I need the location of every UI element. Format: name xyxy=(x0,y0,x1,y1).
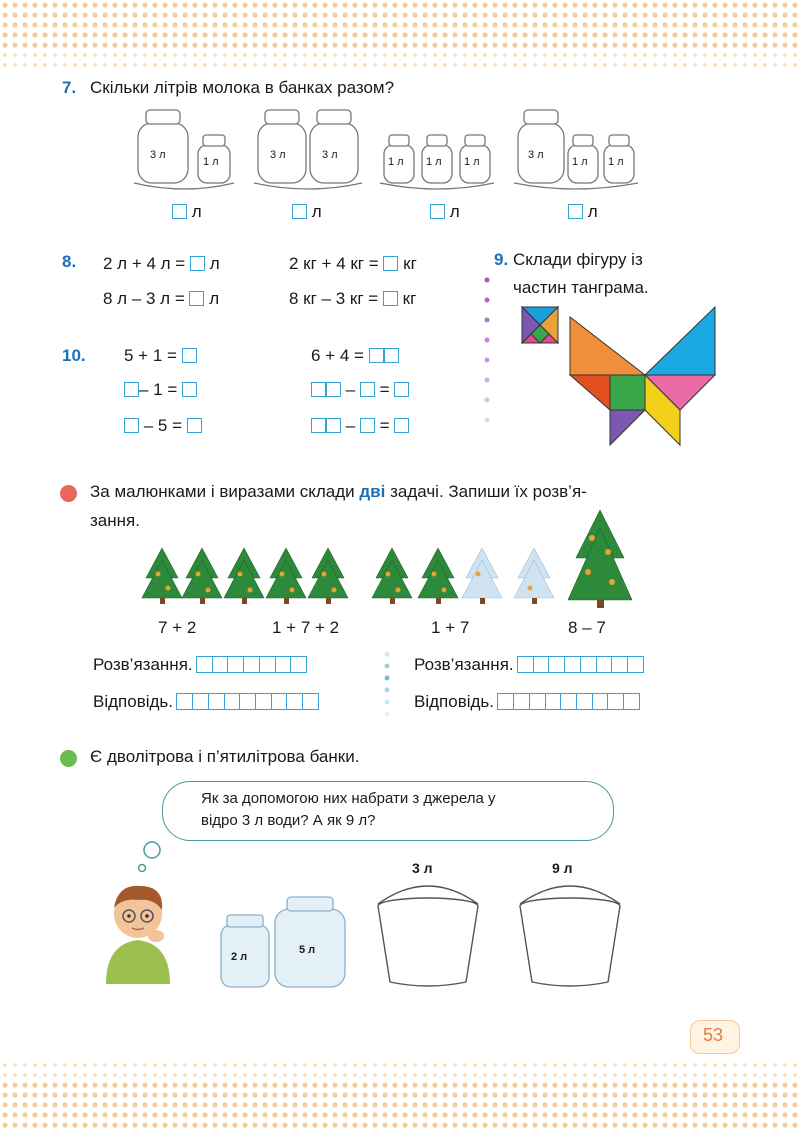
expression: 1 + 7 xyxy=(431,618,470,637)
answer-box[interactable] xyxy=(568,204,583,219)
eq-row: 6 + 4 = xyxy=(311,346,399,366)
green-bullet xyxy=(60,750,77,767)
answer-cells[interactable] xyxy=(178,693,319,710)
task7-question: Скільки літрів молока в банках разом? xyxy=(90,78,395,97)
task9-line2: частин танграма. xyxy=(513,278,649,297)
answer-box[interactable] xyxy=(187,418,202,433)
solution-cells[interactable] xyxy=(197,656,307,673)
jar-group-1 xyxy=(134,110,234,189)
top-dot-band xyxy=(0,0,800,72)
answer-box[interactable] xyxy=(311,382,326,397)
bucket-icon-1 xyxy=(368,878,488,990)
jar-label: 1 л xyxy=(203,156,219,168)
answer-box[interactable] xyxy=(172,204,187,219)
dotted-divider-2 xyxy=(382,650,392,720)
eq-row: 8 л – 3 л = л xyxy=(103,289,220,308)
dotted-divider xyxy=(482,277,492,437)
answer-cells[interactable] xyxy=(499,693,640,710)
bucket-3l-label: 3 л xyxy=(412,860,433,876)
bottom-dot-band xyxy=(0,1060,800,1131)
trees-task-text-2: зання. xyxy=(90,511,140,530)
eq-row: 2 кг + 4 кг = кг xyxy=(289,254,417,273)
answer-box[interactable] xyxy=(384,348,399,363)
eq-row: – 1 = xyxy=(124,380,197,400)
jar-2l-label: 2 л xyxy=(231,951,248,963)
answer-box[interactable] xyxy=(326,418,341,433)
bubble-tail-circles xyxy=(136,838,166,874)
jar-label: 1 л xyxy=(464,156,480,168)
tangram-butterfly xyxy=(520,305,720,450)
jar-label: 1 л xyxy=(572,156,588,168)
solution-row-1: Розв’язання. xyxy=(93,655,307,675)
solution-cells[interactable] xyxy=(518,656,644,673)
task9-line1: Склади фігуру із xyxy=(513,250,643,269)
answer-row-1: Відповідь. xyxy=(93,692,319,712)
answer-box[interactable] xyxy=(430,204,445,219)
answer-box[interactable] xyxy=(124,418,139,433)
jar-label: 3 л xyxy=(150,149,166,161)
page-number: 53 xyxy=(703,1025,724,1045)
jar-label: 1 л xyxy=(608,156,624,168)
expression: 7 + 2 xyxy=(158,618,197,637)
answer-box[interactable] xyxy=(369,348,384,363)
answer-box[interactable] xyxy=(182,348,197,363)
christmas-trees-illustration xyxy=(140,508,640,610)
jars-2l-5l xyxy=(215,895,355,990)
task7-number: 7. xyxy=(62,78,77,97)
answer-4: л xyxy=(568,202,598,222)
bucket-9l-label: 9 л xyxy=(552,860,573,876)
answer-3: л xyxy=(430,202,460,222)
answer-box[interactable] xyxy=(360,382,375,397)
expression: 8 – 7 xyxy=(568,618,606,637)
task8-number: 8. xyxy=(62,252,77,271)
jar-label: 3 л xyxy=(322,149,338,161)
trees-task-text: За малюнками і виразами склади дві задачі. Запиши їх розв’я- xyxy=(90,482,587,501)
answer-box[interactable] xyxy=(394,418,409,433)
boy-thinking-illustration xyxy=(98,878,178,984)
red-bullet xyxy=(60,485,77,502)
task9-number: 9. xyxy=(494,250,509,269)
jar-label: 1 л xyxy=(388,156,404,168)
bucket-icon-2 xyxy=(510,878,630,990)
expression: 1 + 7 + 2 xyxy=(272,618,340,637)
jar-5l-label: 5 л xyxy=(299,944,316,956)
answer-box[interactable] xyxy=(292,204,307,219)
eq-row: 5 + 1 = xyxy=(124,346,197,366)
milk-jars-illustration xyxy=(130,105,660,195)
thought-bubble: Як за допомогою них набрати з джерела у відро 3 л води? А як 9 л? xyxy=(162,781,614,841)
answer-box[interactable] xyxy=(124,382,139,397)
eq-row: – = xyxy=(311,416,409,436)
answer-2: л xyxy=(292,202,322,222)
answer-box[interactable] xyxy=(394,382,409,397)
answer-box[interactable] xyxy=(311,418,326,433)
buckets-task-text: Є дволітрова і п’ятилітрова банки. xyxy=(90,747,360,766)
eq-row: 2 л + 4 л = л xyxy=(103,254,220,273)
eq-row: – = xyxy=(311,380,409,400)
eq-row: – 5 = xyxy=(124,416,202,436)
answer-box[interactable] xyxy=(383,291,398,306)
jar-label: 1 л xyxy=(426,156,442,168)
eq-row: 8 кг – 3 кг = кг xyxy=(289,289,417,308)
solution-row-2: Розв’язання. xyxy=(414,655,644,675)
answer-1: л xyxy=(172,202,202,222)
jar-label: 3 л xyxy=(528,149,544,161)
answer-box[interactable] xyxy=(360,418,375,433)
answer-box[interactable] xyxy=(182,382,197,397)
jar-label: 3 л xyxy=(270,149,286,161)
answer-box[interactable] xyxy=(383,256,398,271)
answer-box[interactable] xyxy=(189,291,204,306)
answer-row-2: Відповідь. xyxy=(414,692,640,712)
answer-box[interactable] xyxy=(190,256,205,271)
answer-box[interactable] xyxy=(326,382,341,397)
task10-number: 10. xyxy=(62,346,86,365)
